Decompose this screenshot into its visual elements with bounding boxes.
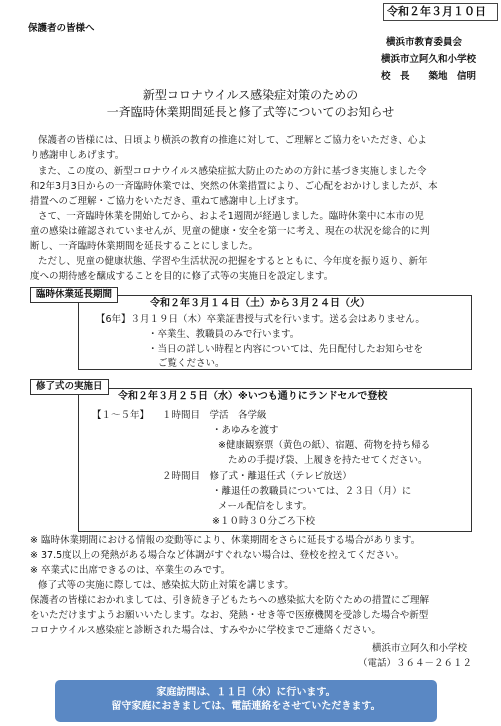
section-extension-bullet-1: ・卒業生、教職員のみで行います。 bbox=[148, 329, 300, 340]
issuer-principal: 校 長 築地 信明 bbox=[381, 71, 477, 82]
footer-school: 横浜市立阿久和小学校 bbox=[372, 643, 468, 654]
note-6: をいただけますようお願いいたします。なお、発熱・せき等で医療機関を受診した場合や新型 bbox=[30, 610, 429, 621]
issuer-org: 横浜市教育委員会 bbox=[386, 37, 463, 48]
body-line-5: 措置へのご理解・ご協力をいただき、重ねて感謝申し上げます。 bbox=[30, 196, 305, 207]
body-line-3: また、この度の、新型コロナウイルス感染症拡大防止のための方針に基づき実施しました令 bbox=[38, 166, 427, 177]
home-visit-notice-line-1: 家庭訪問は、１１日（水）に行います。 bbox=[156, 687, 336, 698]
date-text: 令和２年３月１０日 bbox=[387, 5, 486, 18]
section-closing-p2-bullet-2: メール配信をします。 bbox=[218, 501, 313, 512]
title-line-1: 新型コロナウイルス感染症対策のための bbox=[142, 88, 359, 102]
note-5: 保護者の皆様におかれましては、引き続き子どもたちへの感染拡大を防ぐための措置にご理解 bbox=[30, 595, 430, 606]
section-closing-grade: 【１～５年】 bbox=[92, 410, 150, 421]
note-3: ※ 卒業式に出席できるのは、卒業生のみです。 bbox=[30, 565, 231, 576]
note-2: ※ 37.5度以上の発熱がある場合など体調がすぐれない場合は、登校を控えてください。 bbox=[30, 550, 405, 561]
section-closing-period-2: ２時間目 修了式・離退任式（テレビ放送） bbox=[162, 471, 352, 482]
body-line-1: 保護者の皆様には、日頃より横浜の教育の推進に対して、ご理解とご協力をいただき、心よ bbox=[38, 135, 427, 146]
home-visit-notice-line-2: 留守家庭におきましては、電話連絡をさせていただきます。 bbox=[111, 701, 381, 712]
section-extension-line-1: 【6年】３月１９日（木）卒業証書授与式を行います。送る会はありません。 bbox=[96, 314, 425, 325]
section-extension-label: 臨時休業延長期間 bbox=[30, 287, 118, 303]
note-1: ※ 臨時休業期間における情報の変動等により、休業期間をさらに延長する場合があります。 bbox=[30, 535, 421, 546]
title-line-2: 一斉臨時休業期間延長と修了式等についてのお知らせ bbox=[106, 105, 395, 119]
section-closing-p1-bullet-1: ・あゆみを渡す bbox=[212, 425, 279, 436]
section-closing-period-1: １時間目 学活 各学級 bbox=[162, 410, 267, 421]
issuer-school: 横浜市立阿久和小学校 bbox=[381, 54, 477, 65]
section-closing-p1-bullet-2: ※健康観察票（黄色の紙）、宿題、荷物を持ち帰る bbox=[218, 440, 431, 451]
body-line-10: 度への期待感を醸成することを目的に修了式等の実施日を設定します。 bbox=[30, 271, 334, 282]
section-closing-p2-bullet-1: ・離退任の教職員については、２３日（月）に bbox=[212, 486, 412, 497]
body-line-6: さて、一斉臨時休業を開始してから、およそ1週間が経過しました。臨時休業中に本市の児 bbox=[38, 211, 424, 222]
section-closing-p1-bullet-3: ための手提げ袋、上履きを持たせてください。 bbox=[228, 455, 428, 466]
body-line-7: 童の感染は確認されていませんが、児童の健康・安全を第一に考え、現在の状況を総合的に判 bbox=[30, 226, 430, 237]
section-closing-p2-bullet-3: ※１０時３０分ごろ下校 bbox=[212, 516, 315, 527]
recipient-line: 保護者の皆様へ bbox=[28, 23, 95, 34]
home-visit-notice bbox=[55, 680, 437, 722]
section-extension-heading: 令和２年３月１４日（土）から３月２４日（火） bbox=[150, 298, 370, 309]
body-line-4: 和2年3月3日からの一斉臨時休業では、突然の休業措置により、ご心配をおかけしましたが、本 bbox=[30, 181, 438, 192]
note-7: コロナウイルス感染症と診断された場合は、すみやかに学校までご連絡ください。 bbox=[30, 625, 381, 636]
section-closing-label: 修了式の実施日 bbox=[30, 379, 109, 395]
footer-phone: （電話）３６４－２６１２ bbox=[358, 658, 473, 669]
note-4: 修了式等の実施に際しては、感染拡大防止対策を講じます。 bbox=[38, 580, 294, 591]
body-line-9: ただし、児童の健康状態、学習や生活状況の把握をするとともに、今年度を振り返り、新年 bbox=[38, 256, 428, 267]
body-line-8: 断し、一斉臨時休業期間を延長することにしました。 bbox=[30, 241, 259, 252]
section-closing-heading: 令和２年３月２５日（水）※いつも通りにランドセルで登校 bbox=[118, 391, 388, 402]
body-line-2: り感謝申しあげます。 bbox=[30, 150, 125, 161]
date-box bbox=[383, 3, 498, 21]
section-extension-bullet-2: ・当日の詳しい時程と内容については、先日配付したお知らせを bbox=[148, 344, 424, 355]
section-extension-bullet-2b: ご覧ください。 bbox=[158, 358, 225, 369]
